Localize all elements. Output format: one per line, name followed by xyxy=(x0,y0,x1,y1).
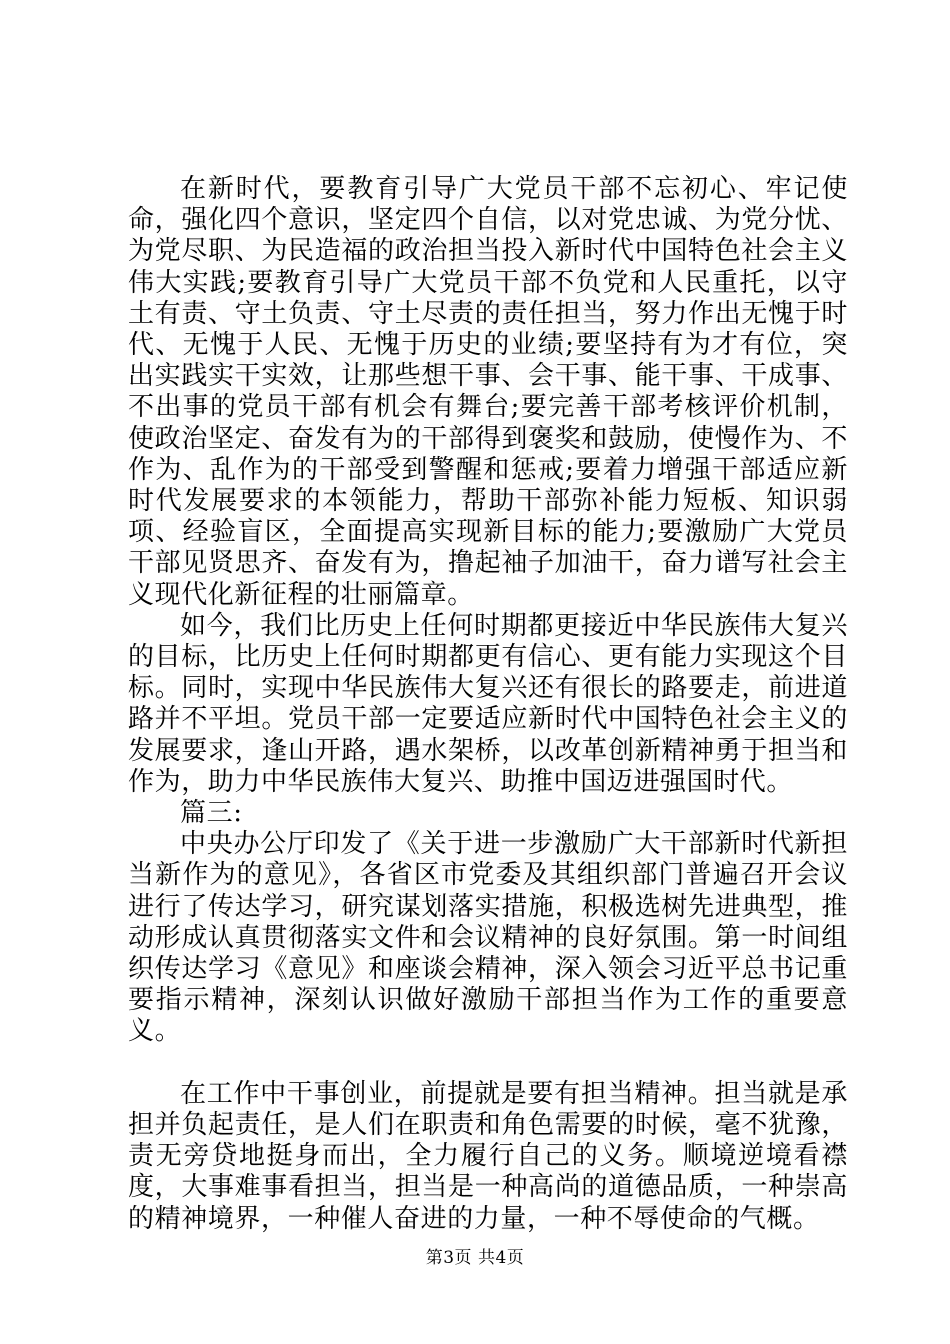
paragraph-new-era: 在新时代，要教育引导广大党员干部不忘初心、牢记使命，强化四个意识，坚定四个自信，以对党忠诚、为党分忧、为党尽职、为民造福的政治担当投入新时代中国特色社会主义伟大实践;要教育引导广大党员干部不负党和人民重托，以守土有责、守土负责、守土尽责的责任担当，努力作出无愧于时代、无愧于人民、无愧于历史的业绩;要坚持有为才有位，突出实践实干实效，让那些想干事、会干事、能干事、干成事、不出事的党员干部有机会有舞台;要完善干部考核评价机制，使政治坚定、奋发有为的干部得到褒奖和鼓励，使慢作为、不作为、乱作为的干部受到警醒和惩戒;要着力增强干部适应新时代发展要求的本领能力，帮助干部弥补能力短板、知识弱项、经验盲区，全面提高实现新目标的能力;要激励广大党员干部见贤思齐、奋发有为，撸起袖子加油干，奋力谱写社会主义现代化新征程的壮丽篇章。 xyxy=(128,174,848,610)
paragraph-rejuvenation: 如今，我们比历史上任何时期都更接近中华民族伟大复兴的目标，比历史上任何时期都更有信心、更有能力实现这个目标。同时，实现中华民族伟大复兴还有很长的路要走，前进道路并不平坦。党员干部一定要适应新时代中国特色社会主义的发展要求，逢山开路，遇水架桥，以改革创新精神勇于担当和作为，助力中华民族伟大复兴、助推中国迈进强国时代。 xyxy=(128,610,848,797)
page-number-footer: 第3页 共4页 xyxy=(425,1248,525,1268)
paragraph-responsibility: 在工作中干事创业，前提就是要有担当精神。担当就是承担并负起责任，是人们在职责和角色需要的时候，毫不犹豫，责无旁贷地挺身而出，全力履行自己的义务。顺境逆境看襟度，大事难事看担当，担当是一种高尚的道德品质，一种崇高的精神境界，一种催人奋进的力量，一种不辱使命的气概。 xyxy=(128,1078,848,1234)
paragraph-central-office: 中央办公厅印发了《关于进一步激励广大干部新时代新担当新作为的意见》，各省区市党委及其组织部门普遍召开会议进行了传达学习，研究谋划落实措施，积极选树先进典型，推动形成认真贯彻落实文件和会议精神的良好氛围。第一时间组织传达学习《意见》和座谈会精神，深入领会习近平总书记重要指示精神，深刻认识做好激励干部担当作为工作的重要意义。 xyxy=(128,829,848,1047)
section-heading-part-three: 篇三: xyxy=(180,798,243,829)
document-body xyxy=(128,174,848,1235)
